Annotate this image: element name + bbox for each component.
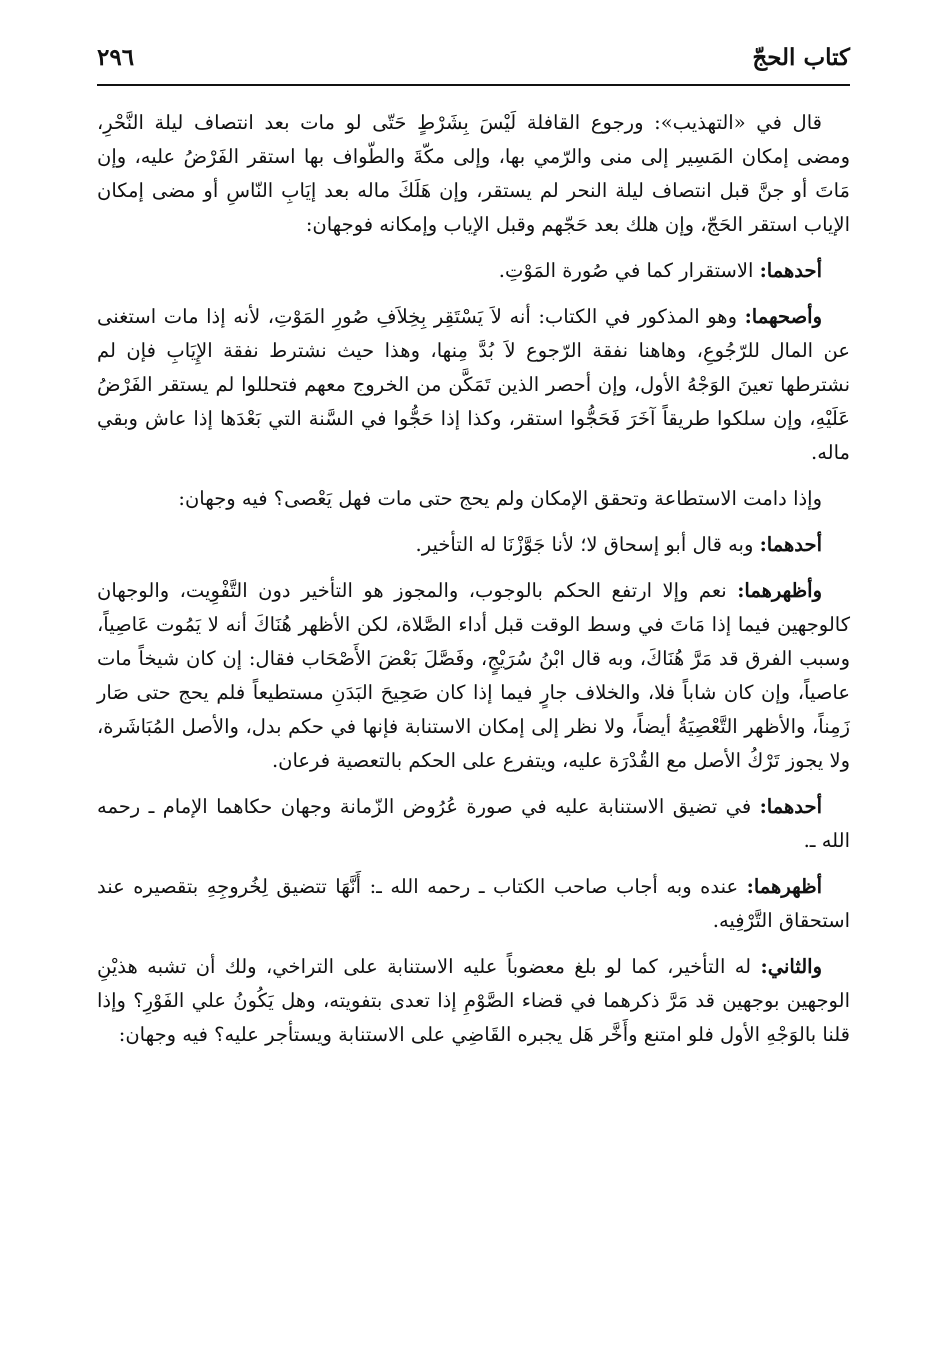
page-body (97, 106, 850, 1052)
paragraph-text: نعم وإلا ارتفع الحكم بالوجوب، والمجوز هو التأخير دون التَّفْوِيت، والوجهان كالوجهين فيما إذا مَاتَ في وسط الوقت قبل أداء الصَّلاة، لكن الأظهر هُنَاكَ أنه لا يَمُوت عَاصِياً، وسبب الفرق قد مَرَّ هُنَاكَ، وبه قال ابْنُ سُرَيْجٍ، وفَصَّلَ بَعْضَ الأَصْحَاب فقال: إن كان شيخاً مات عاصياً، وإن كان شاباً فلا، والخلاف جارٍ فيما إذا كان صَحِيحَ البَدَنِ مستطيعاً فلم يحج حتى صَار زَمِناً، والأظهر التَّعْصِيَةُ أيضاً، ولا نظر إلى إمكان الاستنابة فإنها في حكم بدل، والأصل المُبَاشَرة، ولا يجوز تَرْكُ الأصل مع القُدْرَة عليه، ويتفرع على الحكم بالتعصية فرعان. (97, 579, 850, 772)
page-number: ٢٩٦ (97, 44, 135, 71)
paragraph-term: أحدهما: (759, 533, 822, 556)
paragraph-text: وبه قال أبو إسحاق لا؛ لأنا جَوَّزْنَا له التأخير. (415, 533, 754, 556)
paragraph-text: وإذا دامت الاستطاعة وتحقق الإمكان ولم يحج حتى مات فهل يَعْصى؟ فيه وجهان: (178, 487, 822, 510)
paragraph-term: والثاني: (760, 955, 822, 978)
paragraph-text: وهو المذكور في الكتاب: أنه لاَ يَسْتَقِر بِخِلاَفِ صُورِ المَوْتِ، لأنه إذا مات استغنى عن المال للرّجُوعِ، وهاهنا نفقة الرّجوع لاَ بُدَّ مِنها، وهذا حيث نشترط نفقة الإِيَابِ فإن لم نشترطها تعينَ الوَجْهُ الأول، وإن أحصر الذين تَمَكَّن من الخروج معهم فتحللوا لم يستقر الفَرْضُ عَلَيْهِ، وإن سلكوا طريقاً آخَرَ فَحَجُّوا استقر، وكذا إذا حَجُّوا في السَّنة التي بَعْدَها إذا عاش وبقي ماله. (97, 305, 850, 464)
paragraph-text: الاستقرار كما في صُورة المَوْتِ. (498, 259, 754, 282)
paragraph-term: أحدهما: (759, 259, 822, 282)
paragraph (97, 574, 850, 778)
paragraph-text: قال في «التهذيب»: ورجوع القافلة لَيْسَ بِشَرْطٍ حَتّى لو مات بعد انتصاف ليلة النَّحْرِ، ومضى إمكان المَسِير إلى منى والرّمي بها، وإلى مكّةَ والطّواف بها استقر الفَرْضُ عليه، وإن مَاتَ أو جنَّ قبل انتصاف ليلة النحر لم يستقر، وإن هَلَكَ ماله بعد إيَابِ النّاسِ أو مضى إمكان الإياب استقر الحَجّ، وإن هلك بعد حَجّهم وقبل الإياب وإمكانه فوجهان: (97, 111, 850, 236)
page-header (97, 38, 850, 86)
paragraph (97, 528, 850, 562)
paragraph (97, 950, 850, 1052)
paragraph-term: وأظهرهما: (737, 579, 822, 602)
paragraph-text: عنده وبه أجاب صاحب الكتاب ـ رحمه الله ـ: أَنَّهَا تتضيق لِخُروجِهِ بتقصيره عند استحقاق التَّرْفِيه. (97, 875, 850, 932)
paragraph-term: أحدهما: (759, 795, 822, 818)
paragraph (97, 870, 850, 938)
paragraph (97, 790, 850, 858)
paragraph-text: له التأخير، كما لو بلغ معضوباً عليه الاستنابة على التراخي، ولك أن تشبه هذيْنِ الوجهين بوجهين قد مَرَّ ذكرهما في قضاء الصَّوْمِ إذا تعدى بتفويته، وهل يَكُونُ علي الفَوْرِ؟ وإذا قلنا بالوَجْهِ الأول فلو امتنع وأَخَّر هَل يجبره القَاضِي على الاستنابة ويستأجر عليه؟ فيه وجهان: (97, 955, 850, 1046)
paragraph (97, 300, 850, 470)
paragraph-term: أظهرهما: (746, 875, 823, 898)
paragraph-text: في تضيق الاستنابة عليه في صورة عُرُوض الزّمانة وجهان حكاهما الإمام ـ رحمه الله ـ. (97, 795, 850, 852)
paragraph (97, 254, 850, 288)
chapter-title: كتاب الحجّ (752, 44, 850, 71)
paragraph (97, 482, 850, 516)
paragraph (97, 106, 850, 242)
paragraph-term: وأصحهما: (744, 305, 822, 328)
